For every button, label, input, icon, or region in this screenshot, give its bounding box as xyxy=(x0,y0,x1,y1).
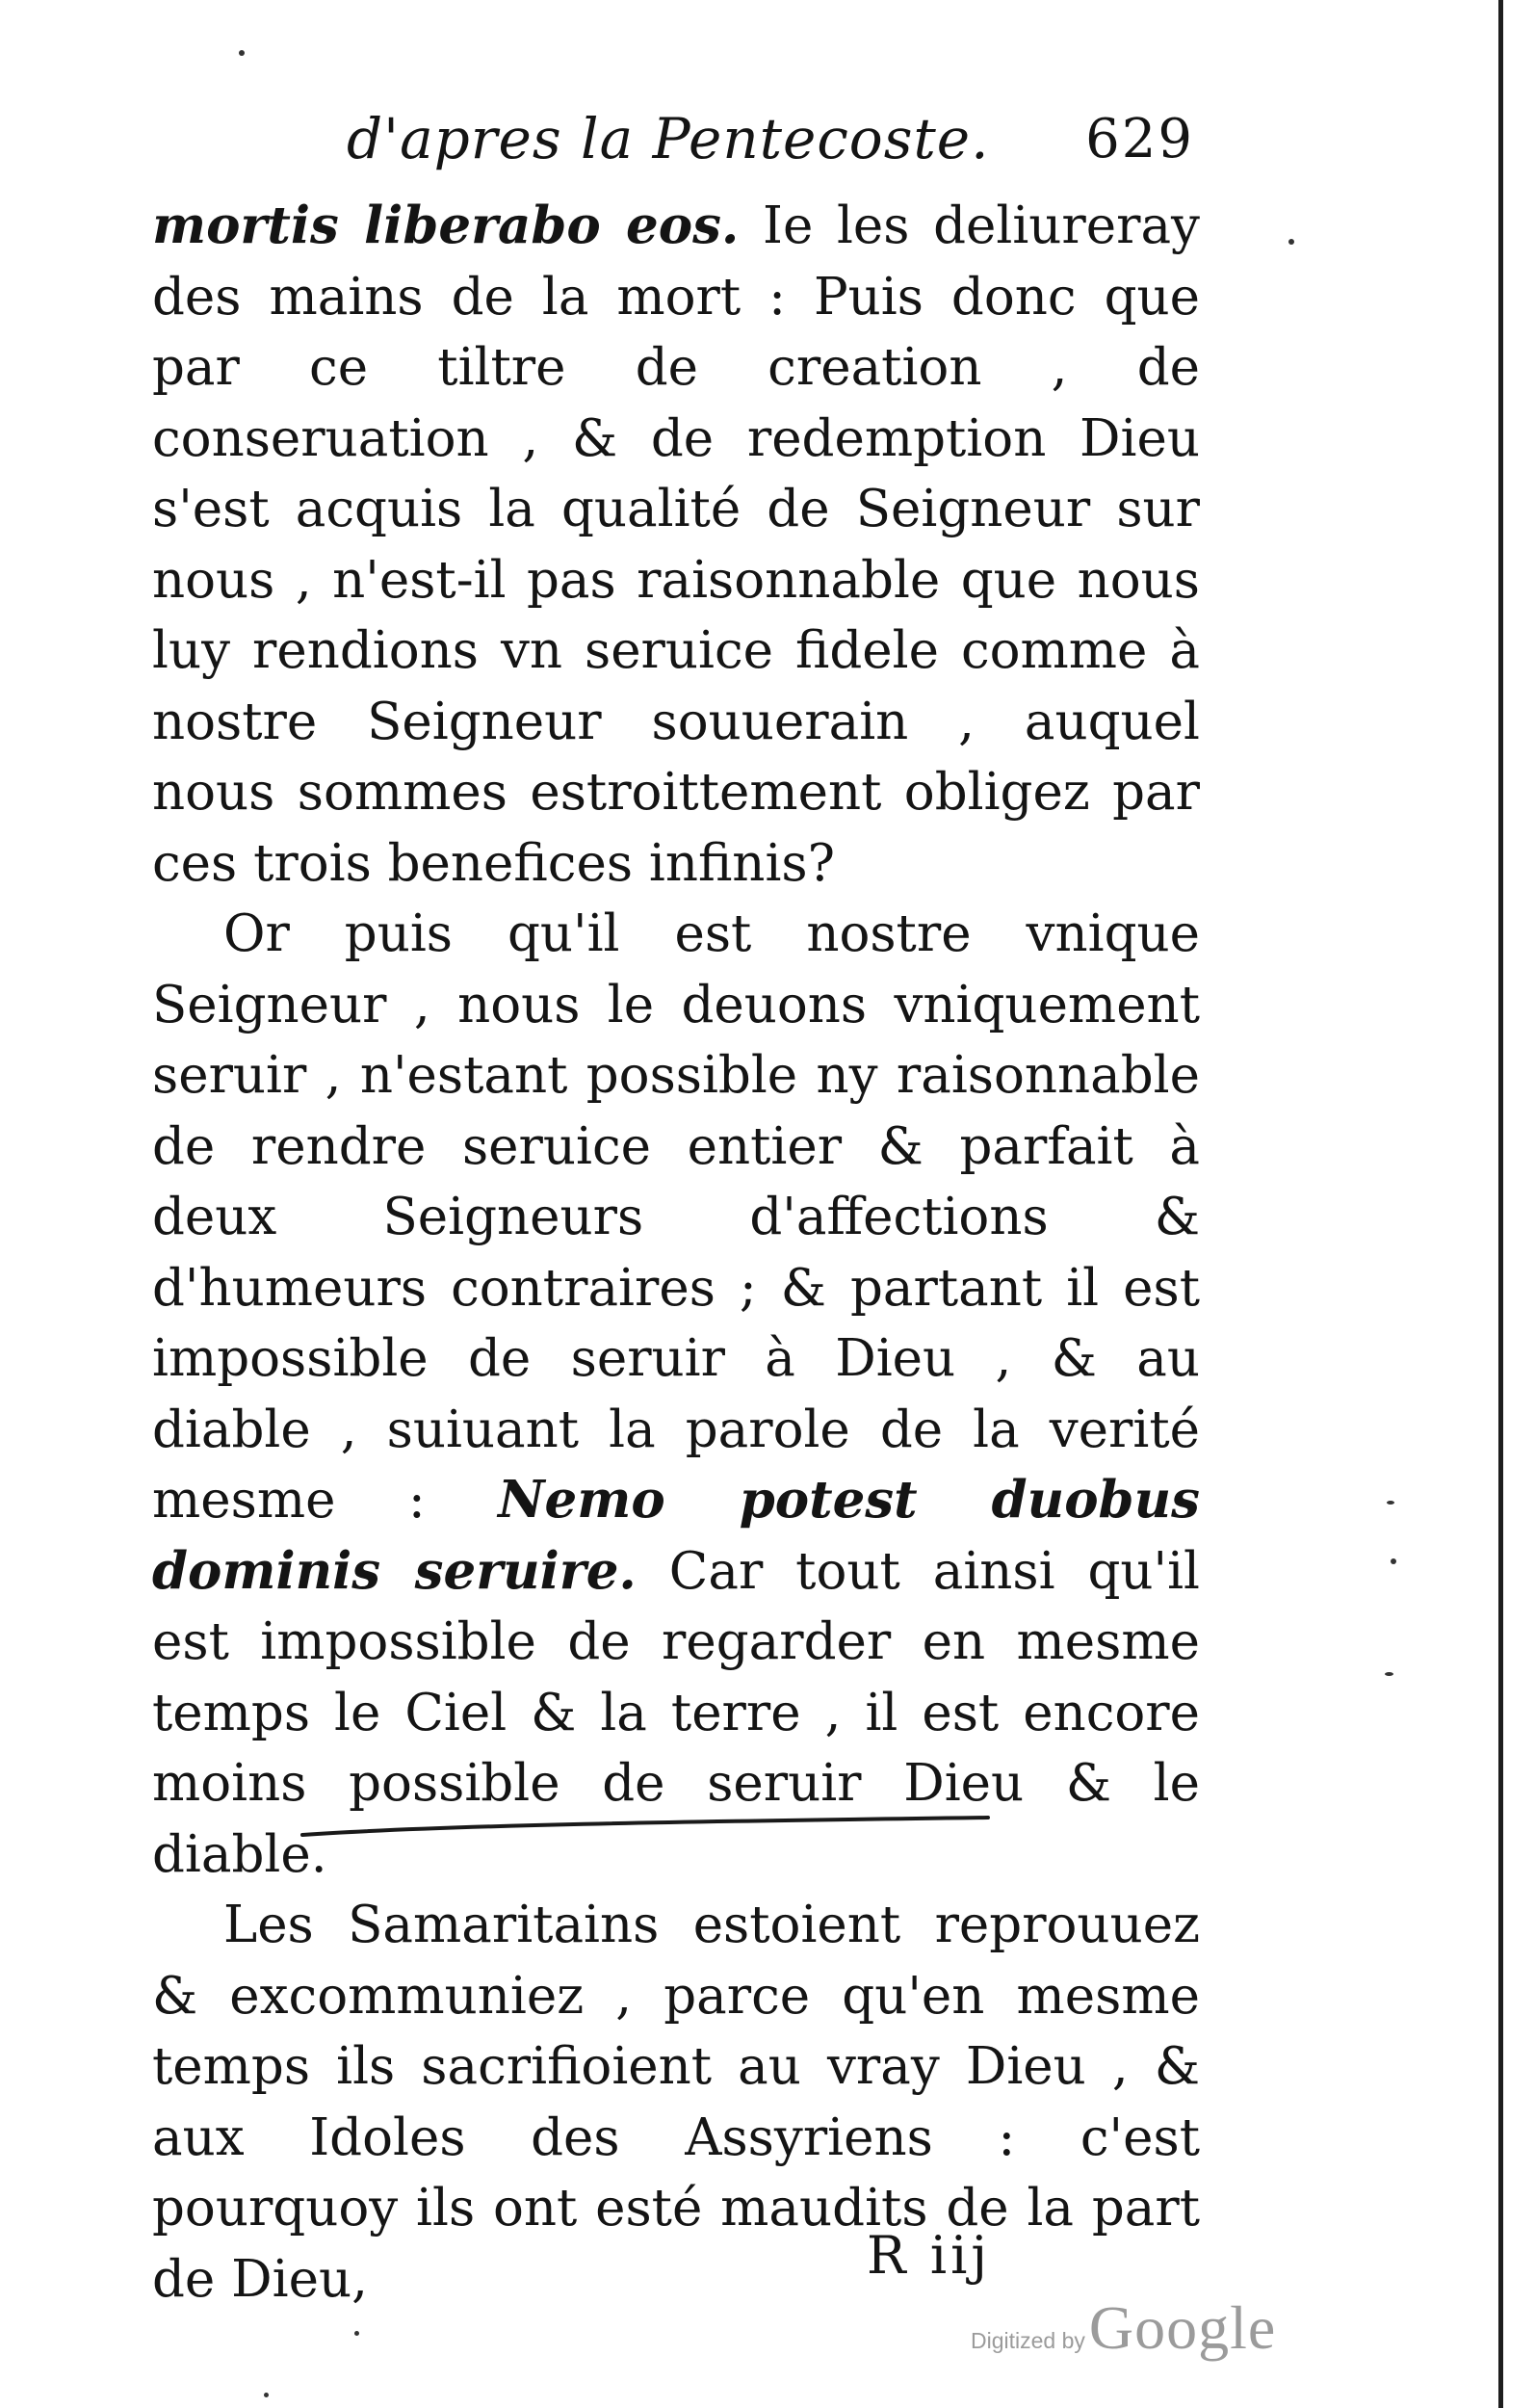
paragraph-1-text: Ie les deliureray des mains de la mort : Puis donc que par ce tiltre de creation , de conseruation , & de redemption Dieu s'est acquis la qualité de Seigneur sur nous , n'est-il pas raisonnable que nous luy rendions vn seruice fidele comme à nostre Seigneur souuerain , auquel nous sommes estroittement obligez par ces trois benefices infinis? xyxy=(152,196,1200,893)
latin-quote-2: Nemo potest duobus dominis seruire. xyxy=(152,1470,1200,1601)
running-head: d'apres la Pentecoste. xyxy=(347,106,990,171)
ink-speck xyxy=(1391,1558,1396,1564)
page-number: 629 xyxy=(1085,108,1194,170)
ink-speck xyxy=(1385,1672,1393,1676)
page-edge-shadow xyxy=(1498,0,1503,2408)
paragraph-3 xyxy=(152,1890,1200,2315)
paragraph-2-text-before: Or puis qu'il est nostre vnique Seigneur , nous le deuons vniquement seruir , n'estant possible ny raisonnable de rendre seruice entier & parfait à deux Seigneurs d'affections & d'humeurs contraires ; & partant il est impossible de seruir à Dieu , & au diable , suiuant la parole de la verité mesme : xyxy=(152,904,1200,1530)
paragraph-1 xyxy=(152,191,1200,899)
paragraph-2 xyxy=(152,899,1200,1890)
digitized-watermark xyxy=(971,2292,1276,2364)
signature-mark: R iij xyxy=(867,2225,992,2286)
google-logo: Google xyxy=(1088,2293,1277,2362)
paragraph-2-text-after: Car tout ainsi qu'il est impossible de regarder en mesme temps le Ciel & la terre , il est encore moins possible de seruir Dieu & le diable. xyxy=(152,1541,1200,1884)
handwritten-underline xyxy=(299,1814,992,1843)
paragraph-3-text: Les Samaritains estoient reprouuez & excommuniez , parce qu'en mesme temps ils sacrifioient au vray Dieu , & aux Idoles des Assyriens : c'est pourquoy ils ont esté maudits de la part de Dieu, xyxy=(152,1896,1200,2309)
ink-speck xyxy=(264,2393,269,2397)
ink-speck xyxy=(354,2331,359,2336)
ink-speck xyxy=(239,50,245,56)
page-header xyxy=(347,106,1194,183)
ink-speck xyxy=(1288,239,1294,245)
latin-quote-1: mortis liberabo eos. xyxy=(152,196,740,255)
watermark-prefix: Digitized by xyxy=(971,2328,1085,2353)
body-text xyxy=(152,191,1200,2315)
ink-speck xyxy=(1387,1501,1394,1505)
